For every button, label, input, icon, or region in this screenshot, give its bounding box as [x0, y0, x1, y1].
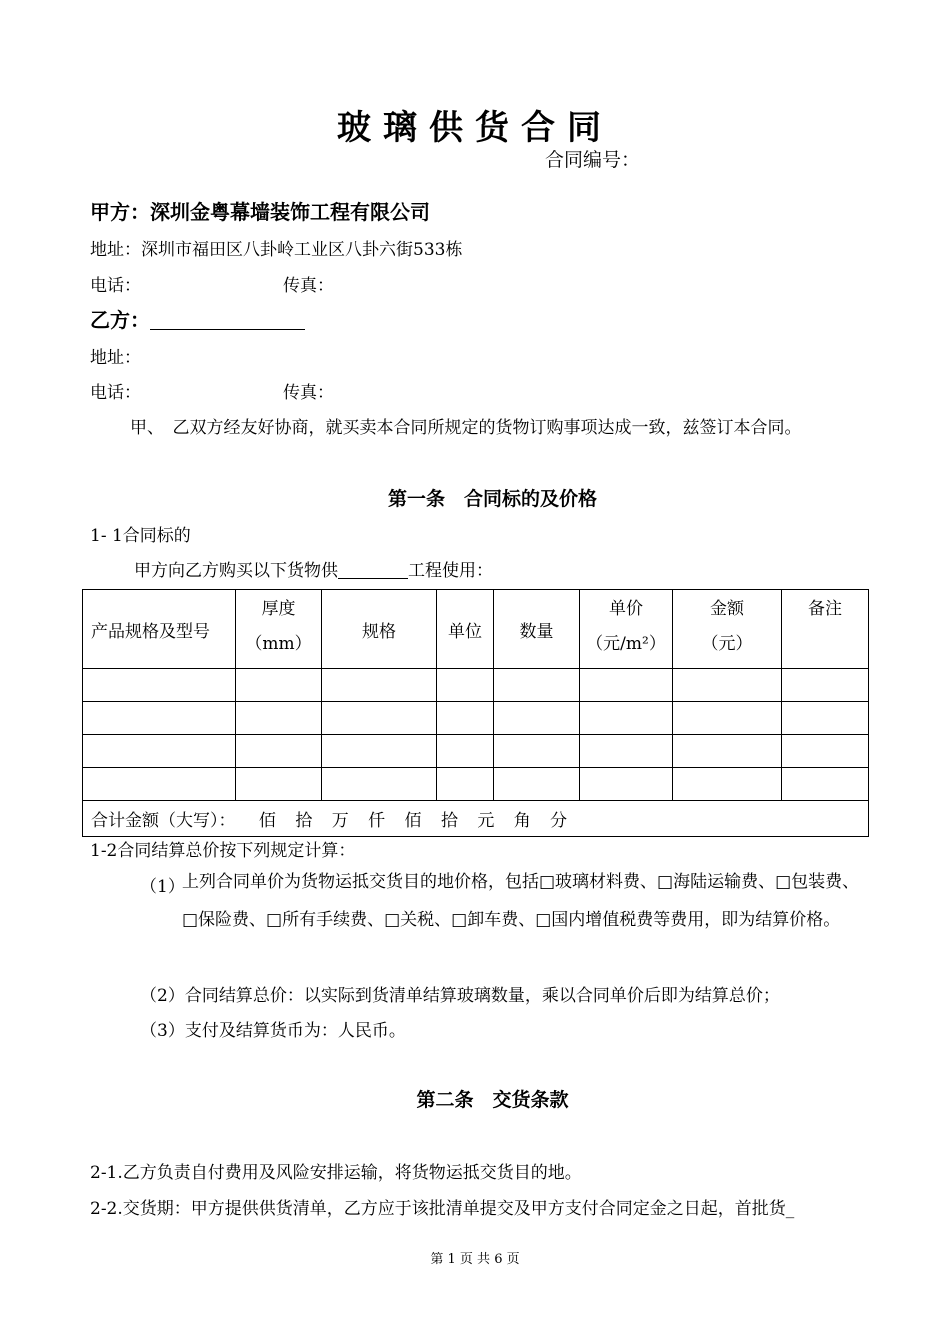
section1-heading: 第一条 合同标的及价格 — [387, 488, 597, 510]
table-cell[interactable] — [673, 768, 782, 801]
table-cell[interactable] — [580, 669, 673, 702]
contract-number-label: 合同编号： — [545, 149, 641, 171]
unit-shi-2: 拾 — [440, 811, 458, 831]
unit-wan: 万 — [331, 811, 349, 831]
table-cell[interactable] — [782, 669, 869, 702]
table-cell[interactable] — [236, 669, 322, 702]
table-row — [83, 735, 869, 768]
table-cell[interactable] — [673, 702, 782, 735]
sub1-text-pre: 甲方向乙方购买以下货物供 — [134, 561, 338, 581]
header-amount — [673, 590, 782, 669]
table-row — [83, 669, 869, 702]
table-cell[interactable] — [580, 702, 673, 735]
table-cell[interactable] — [83, 669, 236, 702]
party-b-label: 乙方： — [90, 308, 150, 332]
table-cell[interactable] — [782, 735, 869, 768]
header-amount-label: 金额 — [710, 599, 744, 619]
party-b-phone-label: 电话： — [90, 383, 141, 403]
section2-clause1: 2-1.乙方负责自付费用及风险安排运输，将货物运抵交货目的地。 — [90, 1163, 582, 1183]
table-cell[interactable] — [83, 702, 236, 735]
table-cell[interactable] — [83, 735, 236, 768]
unit-shi: 拾 — [295, 811, 313, 831]
table-header-row — [83, 590, 869, 669]
unit-qian: 仟 — [368, 811, 386, 831]
table-cell[interactable] — [494, 669, 580, 702]
header-spec: 规格 — [322, 590, 437, 669]
item3-text: （3）支付及结算货币为：人民币。 — [140, 1021, 406, 1041]
document-title: 玻璃供货合同 — [337, 108, 613, 148]
unit-jiao: 角 — [513, 811, 531, 831]
section2-heading: 第二条 交货条款 — [416, 1089, 569, 1111]
party-a-name: 甲方：深圳金粤幕墙装饰工程有限公司 — [90, 200, 430, 224]
header-unit-price-label: 单价 — [609, 599, 643, 619]
table-cell[interactable] — [494, 702, 580, 735]
table-cell[interactable] — [673, 735, 782, 768]
section1-sub1-title: 1- 1合同标的 — [90, 526, 191, 546]
party-a-phone-label: 电话： — [90, 276, 141, 296]
party-a-fax-label: 传真： — [283, 276, 334, 296]
table-cell[interactable] — [83, 768, 236, 801]
unit-bai: 佰 — [258, 811, 276, 831]
table-cell[interactable] — [580, 768, 673, 801]
table-total-row — [83, 801, 869, 837]
header-amount-unit: （元） — [701, 634, 753, 654]
sub1-text-post: 工程使用： — [408, 561, 493, 581]
table-cell[interactable] — [494, 768, 580, 801]
table-cell[interactable] — [437, 669, 494, 702]
total-amount-cell — [83, 801, 869, 837]
party-b-address-label: 地址： — [90, 348, 141, 368]
total-amount-units — [236, 811, 568, 831]
header-thickness-label: 厚度 — [261, 599, 296, 619]
party-a-address: 地址：深圳市福田区八卦岭工业区八卦六街533栋 — [90, 240, 463, 260]
party-b-name-blank — [150, 309, 305, 330]
item1-number: （1） — [140, 877, 185, 897]
table-cell[interactable] — [782, 768, 869, 801]
table-cell[interactable] — [673, 669, 782, 702]
section2-clause2: 2-2.交货期：甲方提供供货清单，乙方应于该批清单提交及甲方支付合同定金之日起，首批货_ — [90, 1199, 795, 1219]
header-thickness — [236, 590, 322, 669]
table-cell[interactable] — [437, 735, 494, 768]
header-unit: 单位 — [437, 590, 494, 669]
project-name-blank — [338, 560, 408, 579]
page-footer: 第 1 页 共 6 页 — [430, 1252, 520, 1267]
table-cell[interactable] — [236, 735, 322, 768]
table-row — [83, 768, 869, 801]
header-unit-price — [580, 590, 673, 669]
table-cell[interactable] — [322, 735, 437, 768]
table-cell[interactable] — [322, 768, 437, 801]
unit-yuan: 元 — [477, 811, 495, 831]
table-cell[interactable] — [580, 735, 673, 768]
table-cell[interactable] — [236, 702, 322, 735]
section1-sub1-text — [134, 556, 493, 581]
item2-text: （2）合同结算总价：以实际到货清单结算玻璃数量，乘以合同单价后即为结算总价； — [140, 986, 780, 1006]
unit-bai-2: 佰 — [404, 811, 422, 831]
table-cell[interactable] — [322, 702, 437, 735]
header-thickness-unit: （mm） — [245, 634, 312, 654]
table-cell[interactable] — [322, 669, 437, 702]
table-cell[interactable] — [782, 702, 869, 735]
section1-sub2-title: 1-2合同结算总价按下列规定计算： — [90, 841, 356, 861]
unit-fen: 分 — [550, 811, 568, 831]
party-b-line — [90, 304, 305, 333]
header-spec-model: 产品规格及型号 — [83, 590, 236, 669]
header-unit-price-unit: （元/m²） — [586, 634, 666, 654]
table-cell[interactable] — [494, 735, 580, 768]
goods-table — [82, 589, 869, 837]
table-cell[interactable] — [437, 702, 494, 735]
party-b-fax-label: 传真： — [283, 383, 334, 403]
table-row — [83, 702, 869, 735]
intro-paragraph: 甲、 乙双方经友好协商，就买卖本合同所规定的货物订购事项达成一致，兹签订本合同。 — [130, 418, 802, 438]
total-amount-label: 合计金额（大写）： — [91, 811, 236, 831]
table-cell[interactable] — [437, 768, 494, 801]
table-cell[interactable] — [236, 768, 322, 801]
item1-text: 上列合同单价为货物运抵交货目的地价格，包括□玻璃材料费、□海陆运输费、□包装费、□保险费、□所有手续费、□关税、□卸车费、□国内增值税费等费用，即为结算价格。 — [182, 872, 860, 930]
header-remark: 备注 — [782, 590, 869, 669]
header-quantity: 数量 — [494, 590, 580, 669]
